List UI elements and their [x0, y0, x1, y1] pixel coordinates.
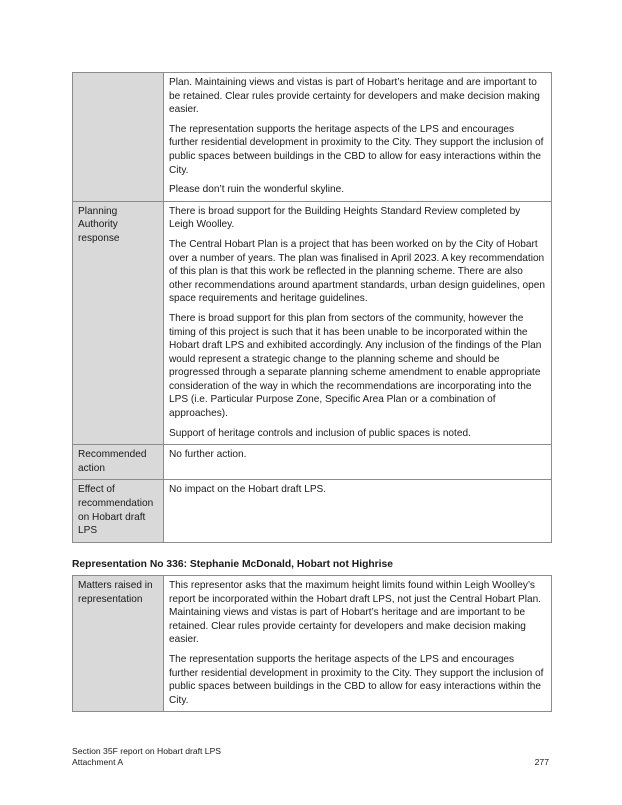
paragraph: Support of heritage controls and inclusion of public spaces is noted.: [169, 427, 471, 439]
paragraph: Plan. Maintaining views and vistas is part of Hobart’s heritage and are important to be retained. Clear rules provide certainty for developers and make decision making easier.: [169, 77, 540, 116]
row-label-action: Recommended action: [73, 445, 164, 480]
table-row-matters-raised: [73, 576, 552, 712]
paragraph: The representation supports the heritage aspects of the LPS and encourages further residential development in proximity to the City. They support the inclusion of public spaces between buildings in the CBD to allow for easy interactions within the City.: [169, 123, 544, 176]
row-label-response: Planning Authority response: [73, 201, 164, 445]
row-label-matters: Matters raised in representation: [73, 576, 164, 712]
paragraph: There is broad support for the Building Heights Standard Review completed by Leigh Woolley.: [169, 205, 521, 231]
paragraph: The representation supports the heritage aspects of the LPS and encourages further residential development in proximity to the City. They support the inclusion of public spaces between buildings in the CBD to allow for easy interactions within the City.: [169, 653, 544, 706]
table-row-effect-of-recommendation: [73, 480, 552, 542]
response-text: [164, 201, 552, 445]
paragraph: Please don’t ruin the wonderful skyline.: [169, 184, 345, 196]
row-label-effect: Effect of recommendation on Hobart draft LPS: [73, 480, 164, 542]
footer-report-title: Section 35F report on Hobart draft LPS: [72, 746, 222, 756]
table-row-planning-authority-response: [73, 201, 552, 445]
representation-table-continued: [72, 72, 552, 543]
paragraph: The Central Hobart Plan is a project that has been worked on by the City of Hobart over a number of years. The plan was finalised in April 2023. A key recommendation of this plan is that this work be reflected in the planning scheme. There are also other recommendations around apartment standards, urban design guidelines, open space requirements and heritage guidelines.: [169, 238, 545, 305]
table-row-continuation: [73, 73, 552, 202]
matters-text: [164, 576, 552, 712]
effect-text: No impact on the Hobart draft LPS.: [164, 480, 552, 542]
table-row-recommended-action: [73, 445, 552, 480]
footer-attachment: Attachment A: [72, 757, 124, 767]
row-label-empty: [73, 73, 164, 202]
paragraph: This representor asks that the maximum height limits found within Leigh Woolley’s report be incorporated within the Hobart draft LPS, not just the Central Hobart Plan. Maintaining views and vistas is part of Hobart’s heritage and are important to be retained. Clear rules provide certainty for developers and make decision making easier.: [169, 580, 541, 646]
action-text: No further action.: [164, 445, 552, 480]
page-number: 277: [534, 757, 549, 767]
continuation-text: [164, 73, 552, 202]
representation-heading: Representation No 336: Stephanie McDonald, Hobart not Highrise: [72, 559, 393, 570]
paragraph: There is broad support for this plan from sectors of the community, however the timing of this project is such that it has been unable to be incorporated within the Hobart draft LPS and exhibited accordingly. Any inclusion of the findings of the Plan would represent a strategic change to the planning scheme and should be progressed through a separate planning scheme amendment to enable appropriate consideration of the way in which the recommendations are incorporating into the LPS (i.e. Particular Purpose Zone, Specific Area Plan or a combination of approaches).: [169, 312, 542, 420]
representation-table-336: [72, 575, 552, 712]
